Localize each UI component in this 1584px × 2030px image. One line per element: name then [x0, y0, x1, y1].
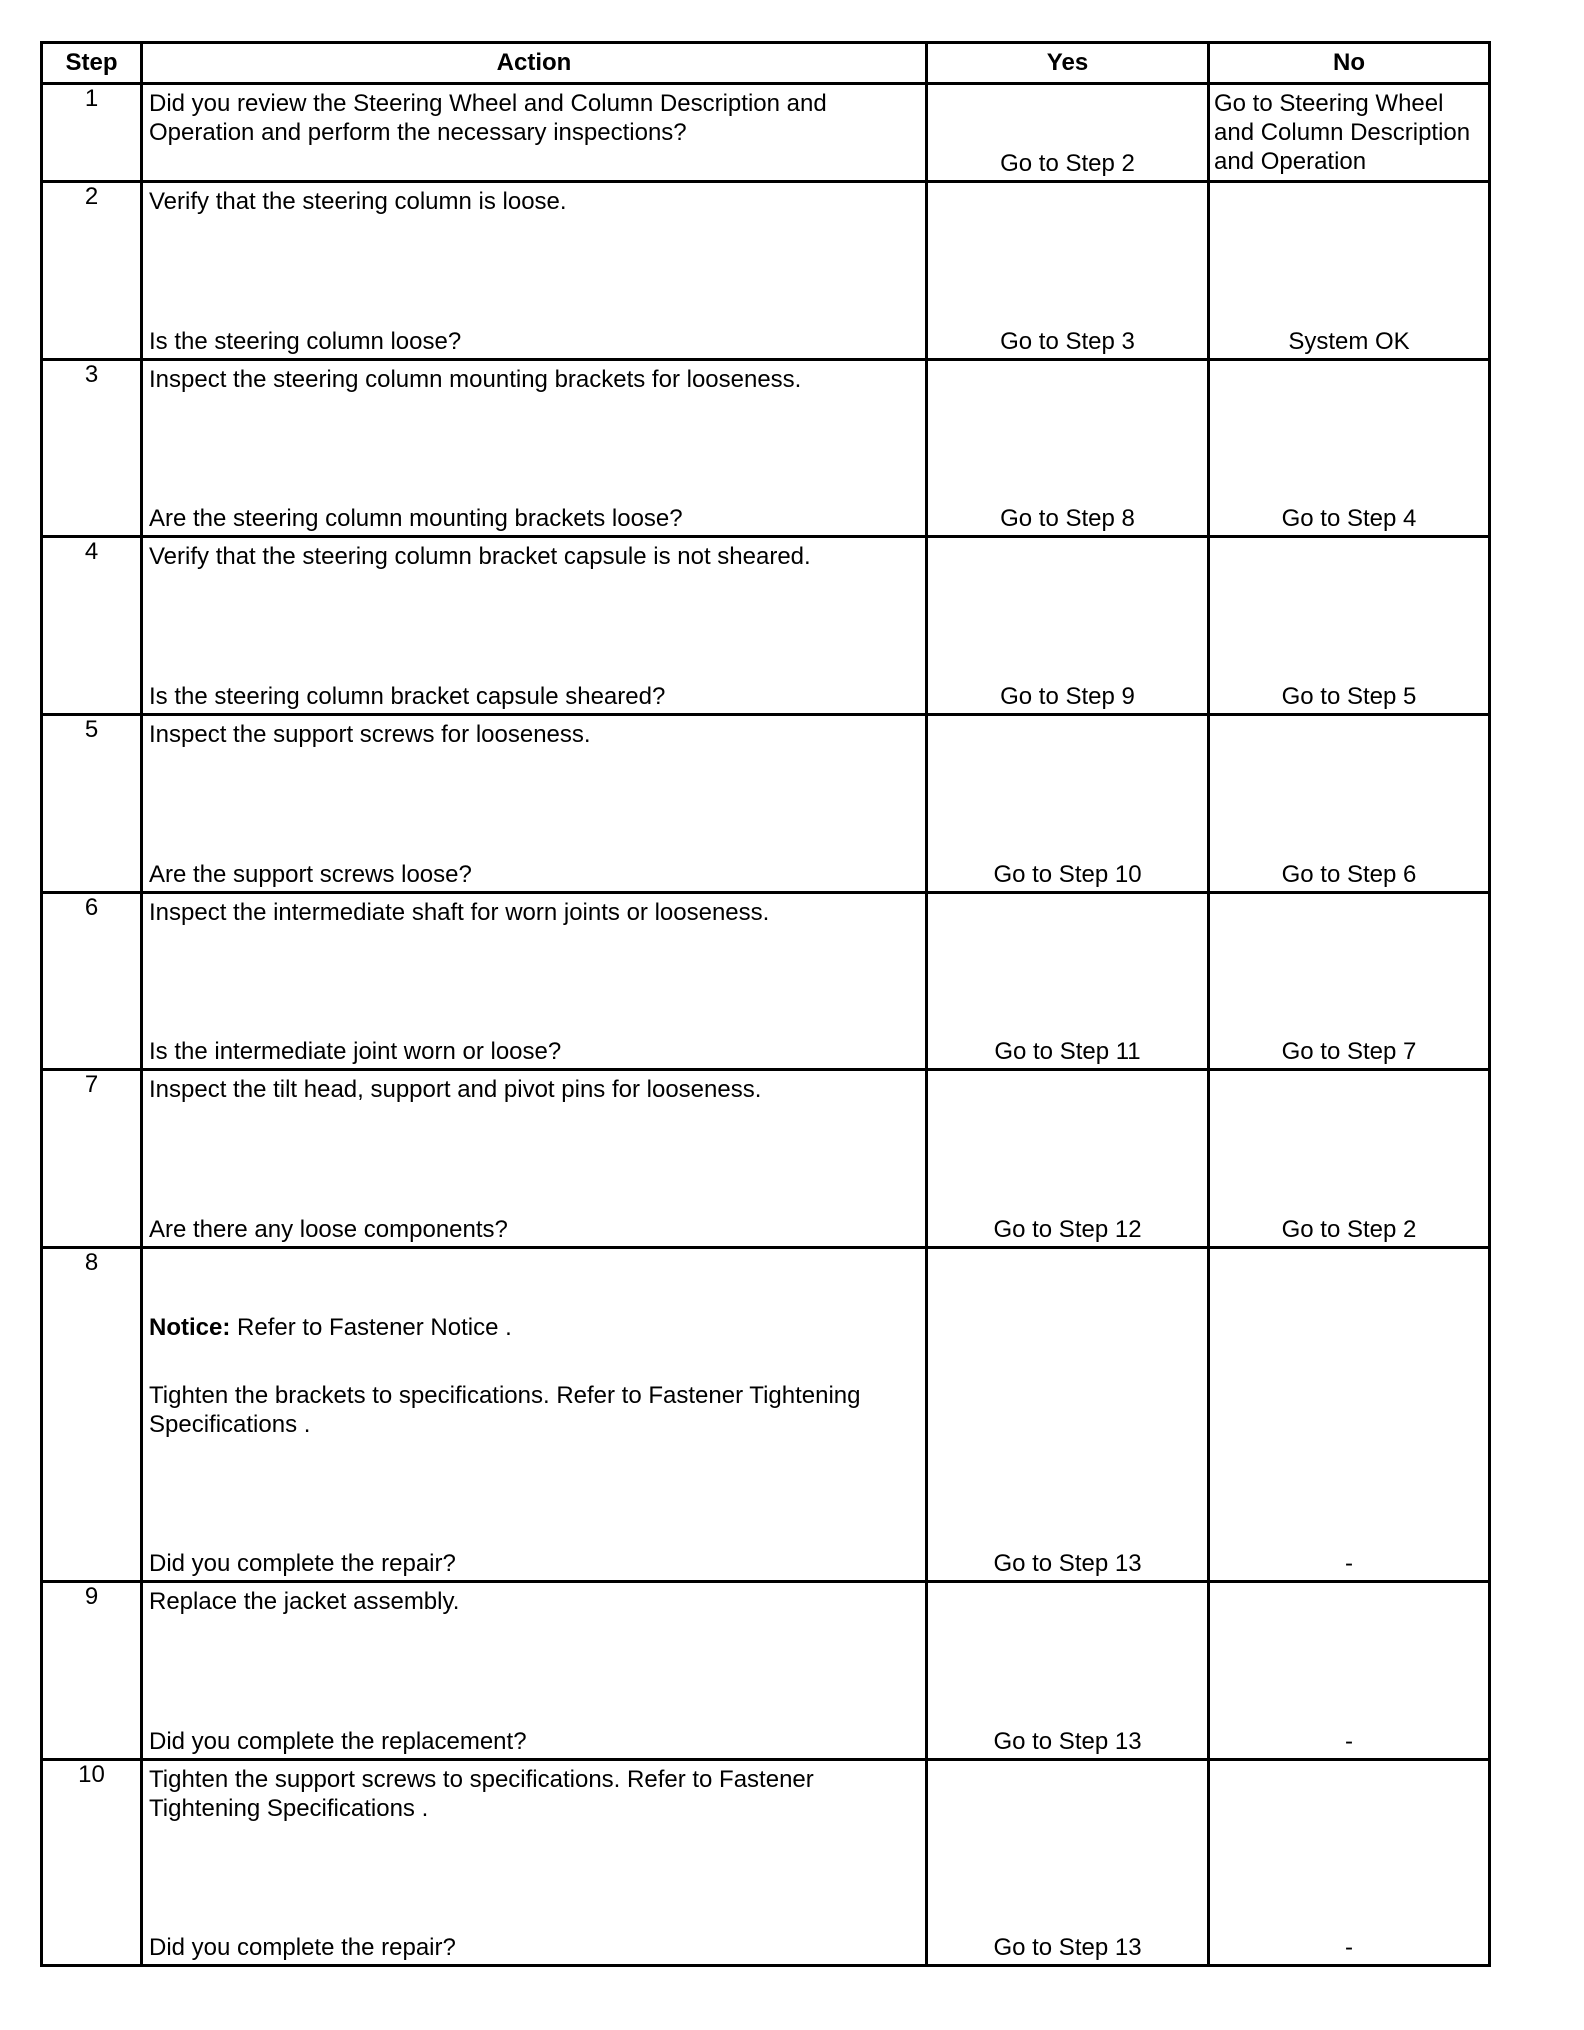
yes-cell [927, 1760, 1209, 1966]
action-cell [142, 360, 927, 537]
notice-label: Notice: [149, 1314, 231, 1341]
action-text: Inspect the intermediate shaft for worn joints or looseness. [149, 899, 770, 926]
step-number: 9 [42, 1582, 142, 1760]
yes-result: Go to Step 2 [1000, 150, 1135, 177]
table-row [42, 715, 1490, 893]
action-text: Replace the jacket assembly. [149, 1588, 460, 1615]
step-number: 10 [42, 1760, 142, 1966]
action-cell [142, 1070, 927, 1248]
step-number: 5 [42, 715, 142, 893]
header-row [42, 43, 1490, 84]
no-cell [1209, 1760, 1490, 1966]
table-row [42, 537, 1490, 715]
action-text: Tighten the support screws to specifications. Refer to Fastener Tightening Specifications . [149, 1766, 814, 1822]
yes-result: Go to Step 13 [993, 1934, 1142, 1961]
no-cell [1209, 360, 1490, 537]
notice-text: Notice: Refer to Fastener Notice . [149, 1314, 512, 1341]
diagnostic-table [40, 41, 1491, 1967]
action-question: Did you complete the replacement? [149, 1728, 527, 1755]
no-cell [1209, 893, 1490, 1070]
yes-cell [927, 893, 1209, 1070]
yes-result: Go to Step 13 [993, 1550, 1142, 1577]
table-row [42, 182, 1490, 360]
table-row [42, 1582, 1490, 1760]
no-result: Go to Step 6 [1281, 861, 1417, 888]
action-text: Inspect the steering column mounting brackets for looseness. [149, 366, 802, 393]
no-result: Go to Step 4 [1281, 505, 1417, 532]
yes-result: Go to Step 12 [993, 1216, 1142, 1243]
action-cell [142, 1760, 927, 1966]
yes-cell [927, 537, 1209, 715]
no-result: - [1345, 1550, 1353, 1577]
no-result: - [1345, 1728, 1353, 1755]
action-cell [142, 1582, 927, 1760]
no-result: Go to Steering Wheel and Column Description and Operation [1214, 90, 1471, 175]
action-text: Inspect the tilt head, support and pivot pins for looseness. [149, 1076, 762, 1103]
yes-cell [927, 1248, 1209, 1582]
step-number: 3 [42, 360, 142, 537]
yes-cell [927, 360, 1209, 537]
yes-result: Go to Step 9 [1000, 683, 1135, 710]
step-number: 6 [42, 893, 142, 1070]
no-result: Go to Step 7 [1281, 1038, 1417, 1065]
action-question: Is the steering column loose? [149, 328, 462, 355]
action-question: Is the steering column bracket capsule sheared? [149, 683, 666, 710]
yes-result: Go to Step 11 [994, 1038, 1141, 1065]
step-number: 4 [42, 537, 142, 715]
yes-result: Go to Step 13 [993, 1728, 1142, 1755]
no-cell [1209, 1070, 1490, 1248]
table-row [42, 1070, 1490, 1248]
action-cell [142, 537, 927, 715]
action-question: Are there any loose components? [149, 1216, 508, 1243]
table-row [42, 360, 1490, 537]
yes-result: Go to Step 3 [1000, 328, 1135, 355]
step-number: 2 [42, 182, 142, 360]
no-cell [1209, 182, 1490, 360]
no-result: Go to Step 2 [1281, 1216, 1417, 1243]
action-cell [142, 84, 927, 182]
header-no: No [1209, 43, 1490, 84]
header-yes: Yes [927, 43, 1209, 84]
action-question: Are the support screws loose? [149, 861, 472, 888]
no-result: - [1345, 1934, 1353, 1961]
yes-cell [927, 84, 1209, 182]
no-cell [1209, 1582, 1490, 1760]
action-cell [142, 715, 927, 893]
no-cell [1209, 715, 1490, 893]
action-text: Verify that the steering column is loose. [149, 188, 567, 215]
table-row [42, 1248, 1490, 1582]
no-result: System OK [1288, 328, 1410, 355]
table-row [42, 1760, 1490, 1966]
no-result: Go to Step 5 [1281, 683, 1417, 710]
action-cell [142, 893, 927, 1070]
action-text: Verify that the steering column bracket capsule is not sheared. [149, 543, 811, 570]
yes-result: Go to Step 10 [993, 861, 1142, 888]
yes-cell [927, 1070, 1209, 1248]
action-text: Did you review the Steering Wheel and Column Description and Operation and perform the necessary inspections? [149, 90, 827, 146]
no-cell [1209, 84, 1490, 182]
action-text: Inspect the support screws for looseness. [149, 721, 591, 748]
no-cell [1209, 1248, 1490, 1582]
action-question: Is the intermediate joint worn or loose? [149, 1038, 562, 1065]
step-number: 7 [42, 1070, 142, 1248]
no-cell [1209, 537, 1490, 715]
action-text: Tighten the brackets to specifications. Refer to Fastener Tightening Specifications . [149, 1382, 861, 1438]
action-question: Did you complete the repair? [149, 1934, 456, 1961]
header-step: Step [42, 43, 142, 84]
table-row [42, 893, 1490, 1070]
action-cell [142, 182, 927, 360]
step-number: 1 [42, 84, 142, 182]
yes-cell [927, 715, 1209, 893]
yes-cell [927, 182, 1209, 360]
action-question: Are the steering column mounting brackets loose? [149, 505, 683, 532]
yes-result: Go to Step 8 [1000, 505, 1135, 532]
table-row [42, 84, 1490, 182]
yes-cell [927, 1582, 1209, 1760]
action-cell [142, 1248, 927, 1582]
action-question: Did you complete the repair? [149, 1550, 456, 1577]
header-action: Action [142, 43, 927, 84]
step-number: 8 [42, 1248, 142, 1582]
